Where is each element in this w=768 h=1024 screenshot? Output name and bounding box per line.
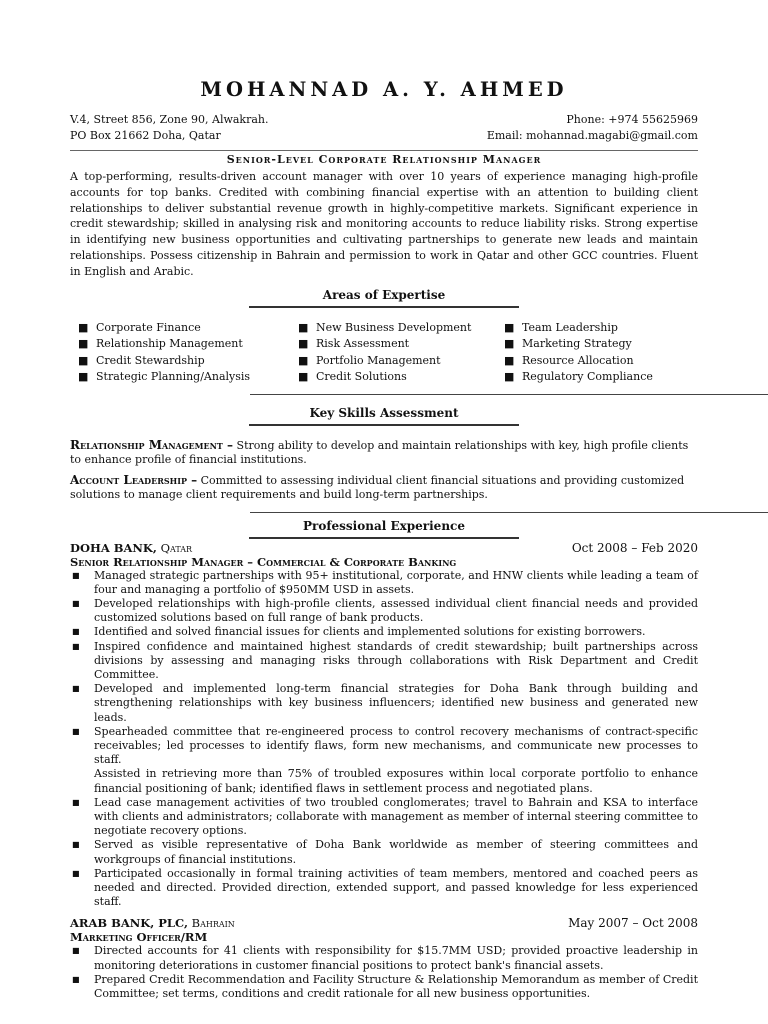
list-item: ■ Developed relationships with high-profile clients, assessed individual client financial needs and provided customized solutions based on full range of bank products. [70,597,698,625]
section-skills [70,404,698,426]
job-title: Marketing Officer/RM [70,930,208,945]
headline: Senior-Level Corporate Relationship Manager [70,150,698,167]
skill-text: Strong ability to develop and maintain relationships with key, high profile clients to enhance profile of financial institutions. [70,438,689,466]
address [70,112,269,144]
job-bullets [70,569,698,910]
summary: A top-performing, results-driven account manager with over 10 years of experience managing high-profile accounts for top banks. Credited with combining financial expertise with an attention to building client relationships to deliver substantial revenue growth in highly-competitive markets. Significant experience in credit stewardship; skilled in analysing risk and monitoring accounts to reduce liability risks. Strong expertise in identifying new business opportunities and cultivating partnerships to generate new leads and maintain relationships. Possess citizenship in Bahrain and permission to work in Qatar and other GCC countries. Fluent in English and Arabic. [70,170,698,278]
list-item: ■ Participated occasionally in formal training activities of team members, mentored and coached peers as needed and directed. Provided direction, extended support, and passed knowledge for less experienced staff. [70,867,698,910]
list-item: ■ Spearheaded committee that re-engineered process to control recovery mechanisms of contract-specific receivables; led processes to identify flaws, form new mechanisms, and communicate new processes to staff. [70,725,698,768]
section-skills-title: Key Skills Assessment [309,405,459,420]
expertise-item: ■ Resource Allocation [504,353,634,367]
skill-text: Committed to assessing individual client financial situations and providing customized solutions to manage client requirements and build long-term partnerships. [70,473,685,501]
address-line-1: V.4, Street 856, Zone 90, Alwakrah. [70,113,269,126]
expertise-item: ■ Risk Assessment [298,337,410,351]
divider [250,512,768,513]
job-doha-bank [70,541,698,910]
section-experience-title: Professional Experience [303,518,465,533]
job-header [70,541,698,556]
expertise-item: ■ New Business Development [298,320,472,334]
divider [250,394,768,395]
expertise-column-3 [504,320,684,386]
list-item: ■ Managed strategic partnerships with 95+ institutional, corporate, and HNW clients while leading a team of four and managing a portfolio of $950MM USD in assets. [70,569,698,597]
skill-relationship-management [70,438,698,467]
section-expertise [70,286,698,308]
contact-block [70,112,698,144]
divider [249,306,519,308]
expertise-column-1 [78,320,298,386]
expertise-item: ■ Portfolio Management [298,353,441,367]
email: Email: mohannad.magabi@gmail.com [486,129,698,142]
company-name: ARAB BANK, PLC, [70,916,188,931]
job-dates: May 2007 – Oct 2008 [568,916,698,931]
expertise-item: ■ Relationship Management [78,337,243,351]
expertise-item: ■ Corporate Finance [78,320,201,334]
expertise-list [70,320,698,386]
job-header [70,916,698,931]
list-item: ■ Inspired confidence and maintained highest standards of credit stewardship; built partnerships across divisions by assessing and managing risks through collaborations with Risk Department and Credit Committee. [70,640,698,683]
list-item: ■ Served as visible representative of Doha Bank worldwide as member of steering committees and workgroups of financial institutions. [70,838,698,866]
expertise-item: ■ Strategic Planning/Analysis [78,370,251,384]
company-location: Qatar [156,540,193,555]
section-experience [70,517,698,539]
job-title: Senior Relationship Manager – Commercial & Corporate Banking [70,554,457,569]
job-arab-bank [70,916,698,1001]
phone: Phone: +974 55625969 [566,113,698,126]
skill-account-leadership [70,473,698,502]
list-item: ■ Directed accounts for 41 clients with responsibility for $15.7MM USD; provided proactive leadership in monitoring deteriorations in customer financial positions to protect bank's financial assets. [70,944,698,972]
address-line-2: PO Box 21662 Doha, Qatar [70,129,221,142]
list-item: ■ Lead case management activities of two troubled conglomerates; travel to Bahrain and KSA to interface with clients and administrators; collaborate with management as member of internal steering committee to negotiate recovery options. [70,796,698,839]
list-item: ■ Developed and implemented long-term financial strategies for Doha Bank through building and strengthening relationships with key business influencers; identified new business and generated new leads. [70,682,698,725]
expertise-item: ■ Regulatory Compliance [504,370,653,384]
job-bullets [70,944,698,1001]
divider [249,424,519,426]
list-item: ■ Identified and solved financial issues for clients and implemented solutions for existing borrowers. [70,625,698,639]
skill-label: Account Leadership – [70,472,198,487]
company-location: Bahrain [187,916,235,931]
skill-label: Relationship Management – [70,437,234,452]
expertise-item: ■ Marketing Strategy [504,337,632,351]
expertise-item: ■ Credit Stewardship [78,353,205,367]
candidate-name: MOHANNAD A. Y. AHMED [200,78,568,101]
expertise-item: ■ Team Leadership [504,320,618,334]
divider [249,537,519,539]
list-item: Assisted in retrieving more than 75% of troubled exposures within local corporate portfolio to enhance financial positioning of bank; identified flaws in settlement process and negotiated plans. [94,767,698,795]
expertise-item: ■ Credit Solutions [298,370,407,384]
contact-info [487,112,698,144]
job-dates: Oct 2008 – Feb 2020 [571,540,698,555]
list-item: ■ Prepared Credit Recommendation and Facility Structure & Relationship Memorandum as member of Credit Committee; set terms, conditions and credit rationale for all new business opportunities. [70,973,698,1001]
expertise-column-2 [298,320,504,386]
section-expertise-title: Areas of Expertise [322,287,446,302]
company-name: DOHA BANK, [70,540,157,555]
